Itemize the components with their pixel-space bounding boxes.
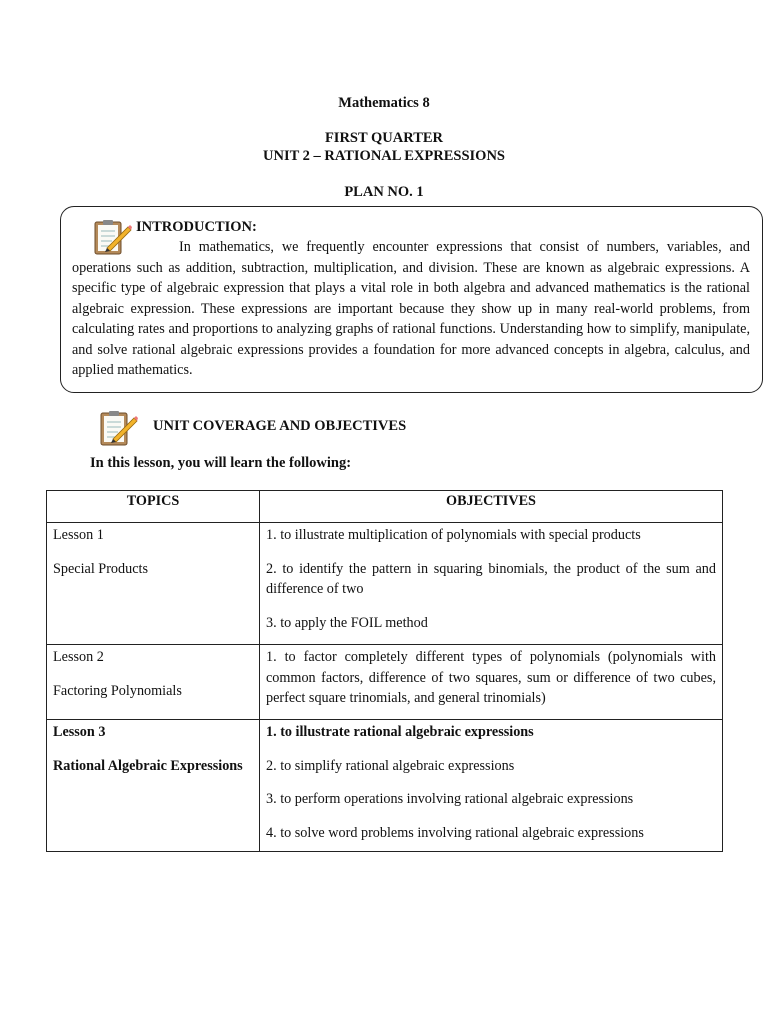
introduction-heading: INTRODUCTION: bbox=[136, 219, 257, 235]
plan-title: PLAN NO. 1 bbox=[344, 184, 424, 200]
objectives-header: OBJECTIVES bbox=[260, 491, 723, 523]
objective-item: 2. to simplify rational algebraic expressions bbox=[266, 757, 515, 774]
table-row bbox=[47, 720, 723, 852]
quarter-title: FIRST QUARTER bbox=[324, 130, 444, 146]
topic-label: Factoring Polynomials bbox=[53, 682, 182, 699]
coverage-lead: In this lesson, you will learn the following: bbox=[90, 455, 352, 471]
topic-cell bbox=[47, 720, 260, 852]
objective-item: 2. to identify the pattern in squaring binomials, the product of the sum and difference of two bbox=[266, 560, 716, 597]
topic-cell bbox=[47, 523, 260, 645]
lesson-label: Lesson 1 bbox=[53, 527, 104, 543]
topic-label: Special Products bbox=[53, 560, 148, 577]
objective-item: 1. to factor completely different types of polynomials (polynomials with common factors, difference of two squares, sum or difference of two cubes, perfect square trinomials, and general trinomials) bbox=[266, 649, 716, 706]
notepad-pencil-icon bbox=[98, 409, 138, 447]
table-row bbox=[47, 523, 723, 645]
objectives-cell bbox=[260, 720, 723, 852]
table-header-row bbox=[47, 491, 723, 523]
table-row bbox=[47, 645, 723, 720]
lesson-label: Lesson 3 bbox=[53, 724, 106, 740]
objective-item: 3. to perform operations involving rational algebraic expressions bbox=[266, 791, 634, 807]
coverage-title: UNIT COVERAGE AND OBJECTIVES bbox=[153, 418, 407, 434]
subject-title: Mathematics 8 bbox=[338, 95, 430, 111]
introduction-paragraph: In mathematics, we frequently encounter expressions that consist of numbers, variables, and operations such as addition, subtraction, multiplication, and division. These are known as algebraic expressions. A specific type of algebraic expression that plays a vital role in both algebra and advanced mathematics is the rational algebraic expression. These expressions are important because they show up in many real-world problems, from calculating rates and proportions to analyzing graphs of rational functions. Understanding how to simplify, manipulate, and solve rational algebraic expressions provides a foundation for more advanced concepts in algebra, calculus, and applied mathematics. bbox=[72, 239, 750, 378]
topics-objectives-table bbox=[46, 490, 723, 852]
objective-item: 1. to illustrate rational algebraic expressions bbox=[266, 724, 534, 740]
objectives-cell bbox=[260, 523, 723, 645]
topics-header: TOPICS bbox=[47, 491, 260, 523]
topic-cell bbox=[47, 645, 260, 720]
objective-item: 4. to solve word problems involving rational algebraic expressions bbox=[266, 824, 644, 841]
unit-title: UNIT 2 – RATIONAL EXPRESSIONS bbox=[263, 148, 505, 164]
objective-item: 3. to apply the FOIL method bbox=[266, 614, 428, 631]
objective-item: 1. to illustrate multiplication of polynomials with special products bbox=[266, 527, 641, 543]
lesson-label: Lesson 2 bbox=[53, 649, 104, 665]
objectives-cell bbox=[260, 645, 723, 720]
topic-label: Rational Algebraic Expressions bbox=[53, 757, 243, 774]
